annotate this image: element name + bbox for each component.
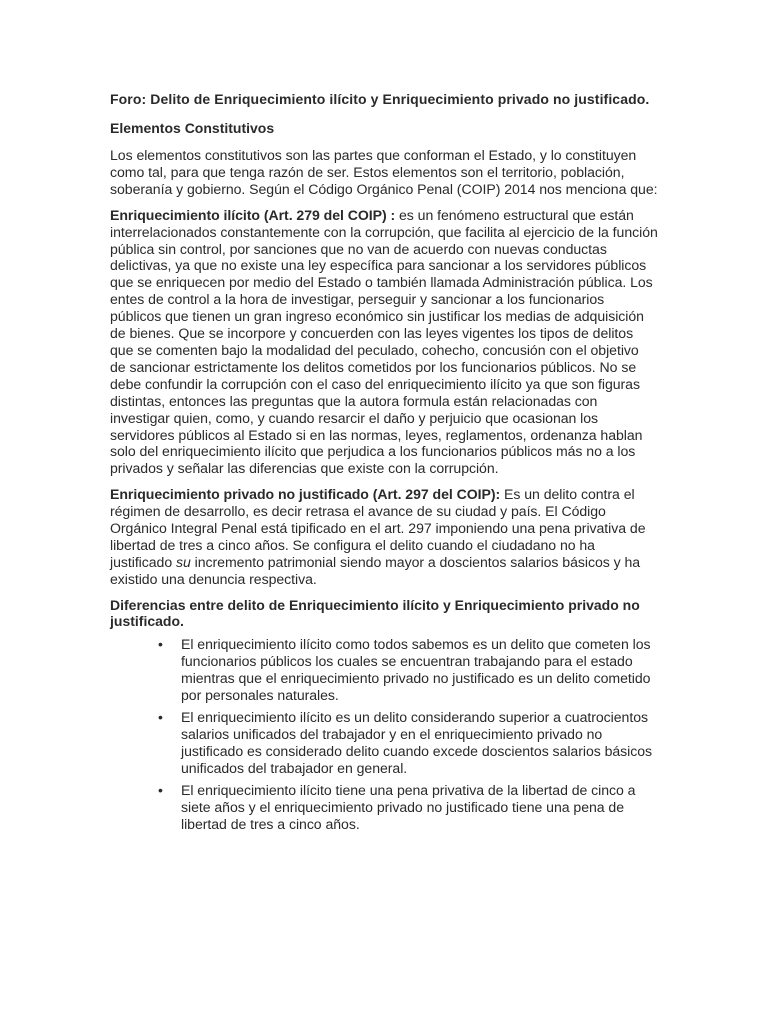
- illicit-enrichment-label: Enriquecimiento ilícito (Art. 279 del COIP) :: [110, 206, 396, 223]
- bullet-icon: •: [158, 781, 163, 798]
- list-item-text: El enriquecimiento ilícito es un delito considerando superior a cuatrocientos salarios unificados del trabajador y en el enriquecimiento privado no justificado es considerado delito cuando excede doscientos salarios básicos unificados del trabajador en general.: [181, 708, 653, 776]
- list-item: [158, 708, 658, 777]
- private-enrichment-label: Enriquecimiento privado no justificado (Art. 297 del COIP):: [110, 486, 501, 503]
- private-enrichment-text-b: incremento patrimonial siendo mayor a doscientos salarios básicos y ha existido una denuncia respectiva.: [110, 553, 641, 587]
- list-item-text: El enriquecimiento ilícito como todos sabemos es un delito que cometen los funcionarios públicos los cuales se encuentran trabajando para el estado mientras que el enriquecimiento privado no justificado es un delito cometido por personales naturales.: [181, 635, 651, 703]
- private-enrichment-text-a: Es un delito contra el régimen de desarrollo, es decir retrasa el avance de su ciudad y país. El Código Orgánico Integral Penal está tipificado en el art. 297 imponiendo una pena privativa de libertad de tres a cinco años. Se configura el delito cuando el ciudadano no ha justificado: [110, 486, 646, 570]
- differences-heading: Diferencias entre delito de Enriquecimiento ilícito y Enriquecimiento privado no justificado.: [110, 596, 640, 630]
- section-heading-elements: Elementos Constitutivos: [110, 120, 275, 136]
- document-title: Foro: Delito de Enriquecimiento ilícito y Enriquecimiento privado no justificado.: [110, 91, 650, 107]
- list-item-text: El enriquecimiento ilícito tiene una pena privativa de la libertad de cinco a siete años y el enriquecimiento privado no justificado tiene una pena de libertad de tres a cinco años.: [181, 781, 636, 832]
- list-item: [158, 635, 658, 704]
- list-item: [158, 781, 658, 833]
- bullet-icon: •: [158, 635, 163, 652]
- paragraph-private-enrichment: [110, 486, 658, 587]
- differences-list: [110, 636, 658, 833]
- illicit-enrichment-text: es un fenómeno estructural que están interrelacionados constantemente con la corrupción, que facilita al ejercicio de la función pública sin control, por sanciones que no van de acuerdo con nuevas conductas delictivas, ya que no existe una ley específica para sancionar a los servidores públicos que se enriquecen por medio del Estado o también llamada Administración pública. Los entes de control a la hora de investigar, perseguir y sancionar a los funcionarios públicos que tienen un gran ingreso económico sin justificar los medias de adquisición de bienes. Que se incorpore y concuerden con las leyes vigentes los tipos de delitos que se comenten bajo la modalidad del peculado, cohecho, concusión con el objetivo de sancionar estrictamente los delitos cometidos por los funcionarios públicos. No se debe confundir la corrupción con el caso del enriquecimiento ilícito ya que son figuras distintas, entonces las preguntas que la autora formula están relacionadas con investigar quien, como, y cuando resarcir el daño y perjuicio que ocasionan los servidores públicos al Estado si en las normas, leyes, reglamentos, ordenanza hablan solo del enriquecimiento ilícito que perjudica a los funcionarios públicos más no a los privados y señalar las diferencias que existe con la corrupción.: [110, 206, 658, 477]
- bullet-icon: •: [158, 708, 163, 725]
- private-enrichment-italic: su: [176, 553, 191, 570]
- paragraph-elements: Los elementos constitutivos son las partes que conforman el Estado, y lo constituyen como tal, para que tenga razón de ser. Estos elementos son el territorio, población, soberanía y gobierno. Según el Código Orgánico Penal (COIP) 2014 nos menciona que:: [110, 147, 658, 197]
- document-page: [110, 88, 658, 838]
- paragraph-illicit-enrichment: [110, 207, 658, 478]
